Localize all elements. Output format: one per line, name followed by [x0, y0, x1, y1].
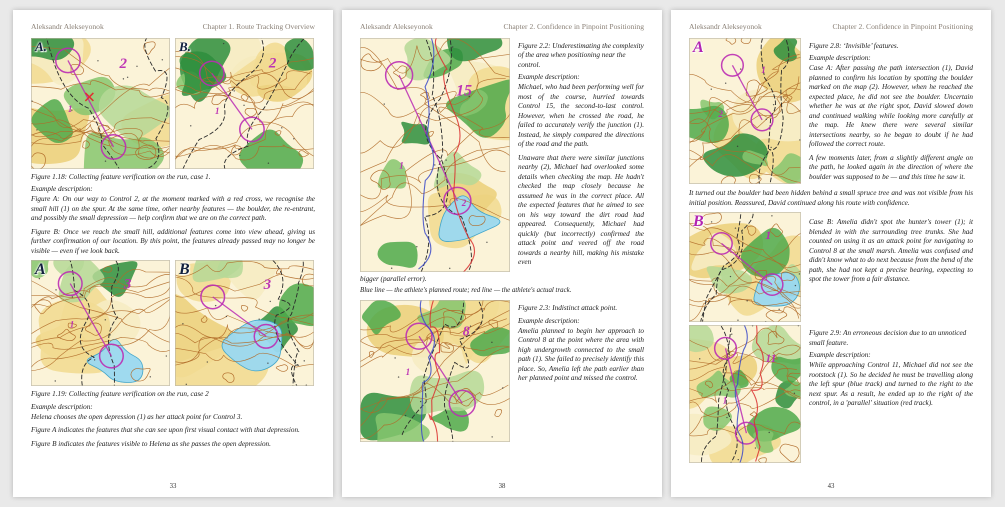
example-heading: Example description: — [518, 73, 580, 82]
figure-1-18-paragraph-b: Figure B: Once we reach the small hill, additional features come into view ahead, giving us further confirmation of our location. By this point, the features already passed may no longer be visible — even if we look back. — [31, 227, 315, 255]
map-corner-label-a: A. — [35, 39, 47, 54]
figure-2-2-caption: Figure 2.2: Underestimating the complexity of the area when positioning near the control. — [518, 42, 644, 69]
figure-2-2-legend: Blue line — the athlete's planned route; red line — the athlete's actual track. — [360, 286, 572, 294]
figure-1-18-maps — [31, 38, 315, 169]
svg-text:1: 1 — [69, 319, 75, 330]
orienteering-map-1-18-a — [31, 38, 170, 169]
svg-text:2: 2 — [718, 109, 723, 120]
page-header — [31, 22, 315, 31]
figure-2-8-case-a: Case A: After passing the path intersection (1), David planned to confirm his location by spotting the boulder marked on the map (2). However, when he reached the expected place, he did not see the boulder. Uncertain whether he was at the right spot, David slowed down and continued walking while looking more carefully at the map. He knew there were several similar intersections nearby, so he began to doubt if he had followed the correct route. — [809, 64, 973, 149]
map-figure-2-8-a — [689, 38, 801, 186]
svg-text:1: 1 — [761, 64, 766, 75]
orienteering-map-1-19-a — [31, 260, 170, 386]
page-number: 33 — [169, 483, 177, 490]
page-number: 38 — [498, 483, 506, 490]
svg-text:1: 1 — [722, 395, 728, 406]
svg-text:11: 11 — [765, 351, 777, 366]
orienteering-map-2-8-b — [689, 212, 801, 322]
figure-2-2-paragraph-1: Michael, who had been performing well for most of the course, hurried towards Control 15, the second-to-last control. However, when he crossed the road, he failed to accurately verify the junction (1). Instead, he simply compared the directions of the road and the path. — [518, 83, 644, 149]
svg-text:2: 2 — [268, 55, 277, 72]
map-figure-1-19-b — [175, 260, 314, 386]
page-header — [360, 22, 644, 31]
figure-2-8-case-a-row — [689, 38, 973, 186]
example-heading: Example description: — [31, 402, 93, 411]
svg-text:1: 1 — [405, 367, 411, 378]
example-heading: Example description: — [809, 54, 871, 63]
orienteering-map-2-3 — [360, 300, 510, 442]
chapter-title: Chapter 2. Confidence in Pinpoint Positioning — [503, 22, 644, 31]
example-heading: Example description: — [31, 185, 93, 194]
figure-2-9-text — [809, 325, 973, 463]
chapter-title: Chapter 1. Route Tracking Overview — [202, 22, 315, 31]
map-figure-1-18-a — [31, 38, 170, 169]
author-name: Aleksandr Alekseyonok — [689, 22, 762, 31]
figure-2-3-text — [518, 300, 644, 442]
figure-2-8-text — [809, 38, 973, 186]
map-figure-2-3 — [360, 300, 510, 442]
svg-text:3: 3 — [263, 277, 272, 294]
map-corner-label-b: B. — [179, 39, 191, 54]
page-number: 43 — [827, 483, 835, 490]
example-heading: Example description: — [809, 351, 871, 360]
page-header — [689, 22, 973, 31]
figure-2-2-paragraph-overflow: bigger (parallel error). — [360, 275, 427, 283]
orienteering-map-1-18-b — [175, 38, 314, 169]
figure-2-8-full-paragraph: It turned out the boulder had been hidden behind a small spruce tree and was not visible from his initial position. Reassured, David continued along his route with confidence. — [689, 189, 973, 207]
page-38 — [342, 10, 662, 497]
svg-text:1: 1 — [399, 160, 404, 171]
figure-2-9-row — [689, 325, 973, 463]
figure-2-8-caption: Figure 2.8: ‘Invisible’ features. — [809, 42, 899, 50]
page-33 — [13, 10, 333, 497]
svg-text:1: 1 — [67, 103, 73, 114]
figure-2-9-caption: Figure 2.9: An erroneous decision due to an unnoticed small feature. — [809, 329, 967, 347]
orienteering-map-2-8-a — [689, 38, 801, 184]
figure-2-2-row — [360, 38, 644, 272]
svg-text:8: 8 — [462, 324, 470, 340]
map-corner-label-a: A — [693, 39, 704, 56]
svg-text:2: 2 — [461, 197, 467, 208]
page-43 — [671, 10, 991, 497]
orienteering-map-2-2 — [360, 38, 510, 272]
author-name: Aleksandr Alekseyonok — [360, 22, 433, 31]
map-figure-2-8-b — [689, 212, 801, 322]
figure-1-19-paragraph-2: Figure A indicates the features that she can see upon first visual contact with that depression. — [31, 426, 300, 435]
figure-1-19-paragraph-1: Helena chooses the open depression (1) as her attack point for Control 3. — [31, 412, 243, 421]
svg-text:3: 3 — [123, 277, 132, 294]
map-corner-label-a: A — [35, 261, 46, 279]
figure-2-2-text — [518, 38, 644, 272]
svg-text:15: 15 — [456, 82, 472, 100]
orienteering-map-1-19-b — [175, 260, 314, 386]
map-figure-2-9 — [689, 325, 801, 463]
figure-2-9-paragraph-1: While approaching Control 11, Michael did not see the rootstock (1). So he decided he must be travelling along the left spur (blue track) and turned to the right to the next spur. As a result, he ended up to the right of the control, in a 'parallel' situation (red track). — [809, 361, 973, 408]
map-figure-1-18-b — [175, 38, 314, 169]
map-figure-1-19-a — [31, 260, 170, 386]
figure-1-18-caption: Figure 1.18: Collecting feature verification on the run, case 1. — [31, 173, 211, 181]
example-heading: Example description: — [518, 316, 580, 325]
figure-1-18-paragraph-a: Figure A: On our way to Control 2, at the moment marked with a red cross, we recognise the small hill (1) on the spur. At the same time, other nearby features — the boulder, the re-entrant, and possibly the small depression — help confirm that we are on the correct path. — [31, 195, 315, 223]
chapter-title: Chapter 2. Confidence in Pinpoint Positioning — [832, 22, 973, 31]
figure-2-3-paragraph-1: Amelia planned to begin her approach to Control 8 at the point where the area with high undergrowth connected to the small path (1). She failed to precisely identify this place. So, Amelia left the path earlier than her planned point and missed the control. — [518, 326, 644, 383]
figure-2-8-paragraph-2: A few moments later, from a slightly different angle on the path, he looked again in the direction of where the boulder was supposed to be — and this time he saw it. — [809, 153, 973, 181]
svg-text:2: 2 — [119, 56, 127, 72]
figure-2-8-case-b: Case B: Amelia didn't spot the hunter's tower (1); it blended in with the surrounding tree trunks. She had counted on using it as an attack point for navigating to Control 8 at the small marsh. Amelia was confused and didn't know what to do next because from the bend of the path, she had not kept a precise bearing, expecting to spot the tower from a fair distance. — [809, 218, 973, 284]
figure-2-8-case-b-row — [689, 212, 973, 322]
figure-2-2-paragraph-2: Unaware that there were similar junctions nearby (2), Michael had overlooked some details when checking the map. He hadn't checked the map closely because he assumed he was in the correct place. All the expected features that he aimed to see on his way toward the dirt road had appeared. Consequently, Michael had quickly (but incorrectly) confirmed the attack point and veered off the road towards a nearby hill, making his mistake even — [518, 153, 644, 267]
svg-text:1: 1 — [215, 105, 220, 116]
figure-2-3-caption: Figure 2.3: Indistinct attack point. — [518, 304, 618, 313]
figure-1-19-maps — [31, 260, 315, 386]
svg-text:1: 1 — [765, 228, 772, 243]
figure-1-19-paragraph-3: Figure B indicates the features visible to Helena as she passes the open depression. — [31, 439, 271, 448]
figure-1-19-caption: Figure 1.19: Collecting feature verification on the run, case 2 — [31, 390, 209, 399]
orienteering-map-2-9 — [689, 325, 801, 463]
author-name: Aleksandr Alekseyonok — [31, 22, 104, 31]
figure-2-8-case-b-text — [809, 212, 973, 322]
map-corner-label-b: B — [693, 213, 704, 231]
map-corner-label-b: B — [179, 261, 190, 279]
map-figure-2-2 — [360, 38, 510, 272]
figure-2-3-row — [360, 300, 644, 442]
